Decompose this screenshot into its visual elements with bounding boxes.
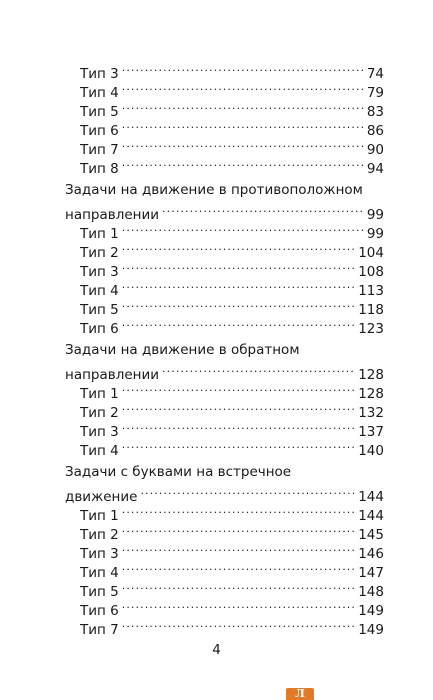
toc-entry-label: Тип 5 bbox=[80, 302, 119, 318]
toc-entry-page: 128 bbox=[358, 386, 384, 402]
toc-leader-dots bbox=[122, 416, 354, 436]
toc-entry-page: 144 bbox=[358, 508, 384, 524]
toc-entry bbox=[80, 614, 384, 638]
toc-entry-page: 149 bbox=[358, 622, 384, 638]
toc-entry-page: 86 bbox=[366, 123, 384, 139]
toc-entry-page: 74 bbox=[366, 66, 384, 82]
toc-entry-label: Тип 6 bbox=[80, 321, 119, 337]
toc-entry bbox=[80, 58, 384, 82]
toc-entry-page: 118 bbox=[358, 302, 384, 318]
section-title-label: движение bbox=[65, 489, 138, 505]
section-page: 144 bbox=[358, 489, 384, 505]
toc-entry bbox=[80, 115, 384, 139]
section-page: 128 bbox=[358, 367, 384, 383]
toc-entry bbox=[80, 416, 384, 440]
section-title-label: направлении bbox=[65, 207, 160, 223]
toc-entry-label: Тип 2 bbox=[80, 527, 119, 543]
toc-entry-page: 104 bbox=[358, 245, 384, 261]
section-title-continuation bbox=[65, 199, 384, 223]
toc-leader-dots bbox=[122, 313, 354, 333]
toc-leader-dots bbox=[122, 500, 354, 520]
toc-leader-dots bbox=[122, 557, 354, 577]
toc-entry bbox=[80, 237, 384, 261]
toc-entry-label: Тип 3 bbox=[80, 424, 119, 440]
toc-entry-page: 108 bbox=[358, 264, 384, 280]
toc-entry-label: Тип 8 bbox=[80, 161, 119, 177]
toc-entry-label: Тип 1 bbox=[80, 226, 119, 242]
toc-entry-label: Тип 6 bbox=[80, 123, 119, 139]
toc-entry bbox=[80, 256, 384, 280]
toc-leader-dots bbox=[122, 256, 354, 276]
toc-entry-label: Тип 4 bbox=[80, 443, 119, 459]
toc-entry-page: 147 bbox=[358, 565, 384, 581]
toc-entry-page: 113 bbox=[358, 283, 384, 299]
toc-entry bbox=[80, 576, 384, 600]
toc-entry bbox=[80, 557, 384, 581]
toc-entry bbox=[80, 294, 384, 318]
toc-entry-label: Тип 3 bbox=[80, 546, 119, 562]
toc-entry bbox=[80, 134, 384, 158]
toc-entry-page: 146 bbox=[358, 546, 384, 562]
toc-entry-label: Тип 4 bbox=[80, 283, 119, 299]
toc-entry-page: 94 bbox=[366, 161, 384, 177]
toc-entry bbox=[80, 96, 384, 120]
toc-entry-label: Тип 7 bbox=[80, 622, 119, 638]
toc-entry-page: 123 bbox=[358, 321, 384, 337]
toc-leader-dots bbox=[122, 153, 363, 173]
toc-entry bbox=[80, 153, 384, 177]
toc-entry-label: Тип 5 bbox=[80, 584, 119, 600]
toc-entry-page: 99 bbox=[366, 226, 384, 242]
toc-leader-dots bbox=[122, 538, 354, 558]
toc-entry-page: 79 bbox=[366, 85, 384, 101]
toc-entry bbox=[80, 519, 384, 543]
toc-leader-dots bbox=[122, 294, 354, 314]
section-title-continuation bbox=[65, 359, 384, 383]
toc-leader-dots bbox=[122, 134, 363, 154]
toc-entry-label: Тип 2 bbox=[80, 245, 119, 261]
toc-entry-page: 90 bbox=[366, 142, 384, 158]
toc-entry bbox=[80, 595, 384, 619]
section-title: Задачи на движение в противоположном bbox=[65, 182, 363, 198]
toc-entry-page: 145 bbox=[358, 527, 384, 543]
toc-entry-label: Тип 3 bbox=[80, 66, 119, 82]
toc-entry-page: 83 bbox=[366, 104, 384, 120]
toc-entry-label: Тип 1 bbox=[80, 386, 119, 402]
toc-leader-dots bbox=[122, 576, 354, 596]
page-number: 4 bbox=[212, 642, 221, 658]
toc-leader-dots bbox=[122, 275, 354, 295]
toc-entry-page: 149 bbox=[358, 603, 384, 619]
toc-entry bbox=[80, 397, 384, 421]
section-title: Задачи на движение в обратном bbox=[65, 342, 300, 358]
toc-leader-dots bbox=[122, 218, 363, 238]
toc-entry-page: 148 bbox=[358, 584, 384, 600]
toc-leader-dots bbox=[162, 359, 354, 379]
toc-leader-dots bbox=[122, 435, 354, 455]
toc-leader-dots bbox=[122, 397, 354, 417]
toc-entry-label: Тип 2 bbox=[80, 405, 119, 421]
toc-entry bbox=[80, 378, 384, 402]
section-title-continuation bbox=[65, 481, 384, 505]
toc-entry-label: Тип 6 bbox=[80, 603, 119, 619]
toc-entry-label: Тип 7 bbox=[80, 142, 119, 158]
toc-entry-page: 137 bbox=[358, 424, 384, 440]
toc-entry bbox=[80, 77, 384, 101]
publisher-logo-letter: Л bbox=[295, 687, 305, 700]
toc-entry-label: Тип 4 bbox=[80, 565, 119, 581]
toc-leader-dots bbox=[122, 115, 363, 135]
toc-entry-label: Тип 1 bbox=[80, 508, 119, 524]
toc-leader-dots bbox=[122, 378, 354, 398]
toc-entry bbox=[80, 313, 384, 337]
toc-entry-label: Тип 3 bbox=[80, 264, 119, 280]
toc-leader-dots bbox=[162, 199, 363, 219]
toc-entry-label: Тип 5 bbox=[80, 104, 119, 120]
section-page: 99 bbox=[366, 207, 384, 223]
toc-entry-page: 140 bbox=[358, 443, 384, 459]
toc-leader-dots bbox=[122, 77, 363, 97]
toc-entry bbox=[80, 275, 384, 299]
toc-entry bbox=[80, 435, 384, 459]
toc-leader-dots bbox=[122, 58, 363, 78]
toc-leader-dots bbox=[122, 96, 363, 116]
publisher-logo bbox=[286, 688, 314, 700]
toc-entry bbox=[80, 218, 384, 242]
section-title: Задачи с буквами на встречное bbox=[65, 464, 292, 480]
toc-entry-label: Тип 4 bbox=[80, 85, 119, 101]
toc-entry bbox=[80, 500, 384, 524]
toc-leader-dots bbox=[122, 595, 354, 615]
toc-leader-dots bbox=[122, 519, 354, 539]
toc-leader-dots bbox=[122, 237, 354, 257]
toc-entry-page: 132 bbox=[358, 405, 384, 421]
toc-entry bbox=[80, 538, 384, 562]
section-title-label: направлении bbox=[65, 367, 160, 383]
toc-leader-dots bbox=[122, 614, 354, 634]
toc-leader-dots bbox=[140, 481, 354, 501]
